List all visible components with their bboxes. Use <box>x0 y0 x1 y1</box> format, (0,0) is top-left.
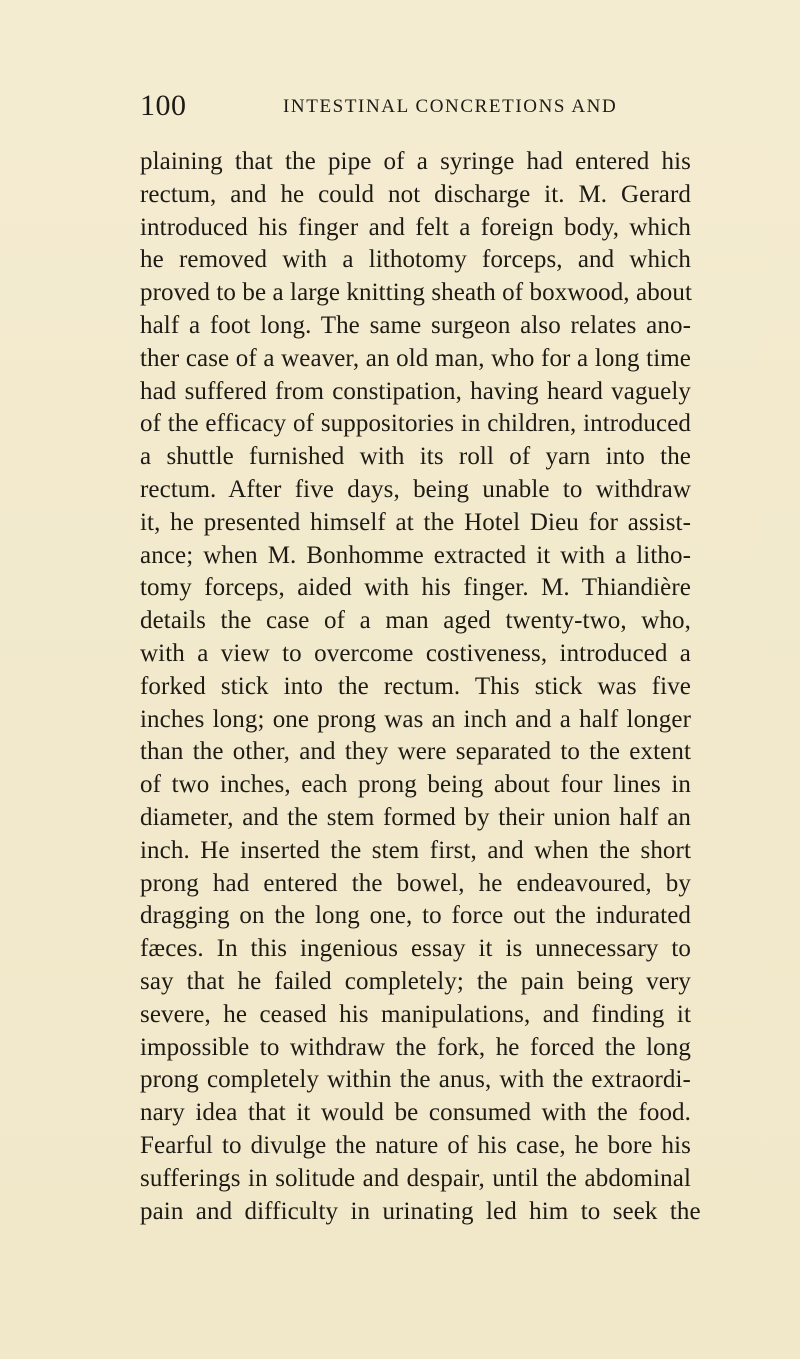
text-line: prong completely within the anus, with the extraordi- <box>140 1066 691 1094</box>
text-line: rectum, and he could not discharge it. M. Gerard <box>140 180 691 208</box>
text-line: forked stick into the rectum. This stick was five <box>140 672 691 700</box>
body-text <box>140 146 701 1228</box>
text-line: nary idea that it would be consumed with the food. <box>140 1099 691 1127</box>
text-line: plaining that the pipe of a syringe had entered his <box>140 148 691 175</box>
text-line: fæces. In this ingenious essay it is unnecessary to <box>140 935 691 963</box>
text-line: inches long; one prong was an inch and a half longer <box>140 705 691 733</box>
text-line: Fearful to divulge the nature of his case, he bore his <box>140 1131 691 1159</box>
text-line: sufferings in solitude and despair, until the abdominal <box>140 1164 691 1192</box>
text-line: than the other, and they were separated to the extent <box>140 738 691 766</box>
text-line: had suffered from constipation, having heard vaguely <box>140 377 691 405</box>
text-line: pain and difficulty in urinating led him to seek the <box>140 1197 701 1225</box>
text-line: severe, he ceased his manipulations, and finding it <box>140 1000 691 1028</box>
text-line: it, he presented himself at the Hotel Dieu for assist- <box>140 508 691 536</box>
text-line: prong had entered the bowel, he endeavoured, by <box>140 869 691 897</box>
text-line: dragging on the long one, to force out the indurated <box>140 902 691 930</box>
text-line: inch. He inserted the stem first, and when the short <box>140 836 691 864</box>
text-line: of the efficacy of suppositories in children, introduced <box>140 410 691 438</box>
text-line: rectum. After five days, being unable to withdraw <box>140 475 691 503</box>
text-line: a shuttle furnished with its roll of yarn into the <box>140 443 691 471</box>
running-head: INTESTINAL CONCRETIONS AND <box>283 96 618 117</box>
text-line: with a view to overcome costiveness, introduced a <box>140 639 691 667</box>
page-header <box>140 88 700 128</box>
text-line: say that he failed completely; the pain being very <box>140 967 691 995</box>
text-line: impossible to withdraw the fork, he forced the long <box>140 1033 691 1061</box>
text-line: he removed with a lithotomy forceps, and which <box>140 246 691 274</box>
text-line: ance; when M. Bonhomme extracted it with a litho- <box>140 541 691 569</box>
text-line: diameter, and the stem formed by their union half an <box>140 803 691 831</box>
text-line: details the case of a man aged twenty-two, who, <box>140 607 691 635</box>
text-line: ther case of a weaver, an old man, who for a long time <box>140 344 691 372</box>
text-line: introduced his finger and felt a foreign body, which <box>140 213 691 241</box>
text-line: half a foot long. The same surgeon also relates ano- <box>140 311 691 339</box>
page-number: 100 <box>140 89 187 122</box>
text-line: tomy forceps, aided with his finger. M. Thiandière <box>140 574 691 602</box>
text-line: of two inches, each prong being about four lines in <box>140 771 691 799</box>
text-line: proved to be a large knitting sheath of boxwood, about <box>140 279 693 307</box>
